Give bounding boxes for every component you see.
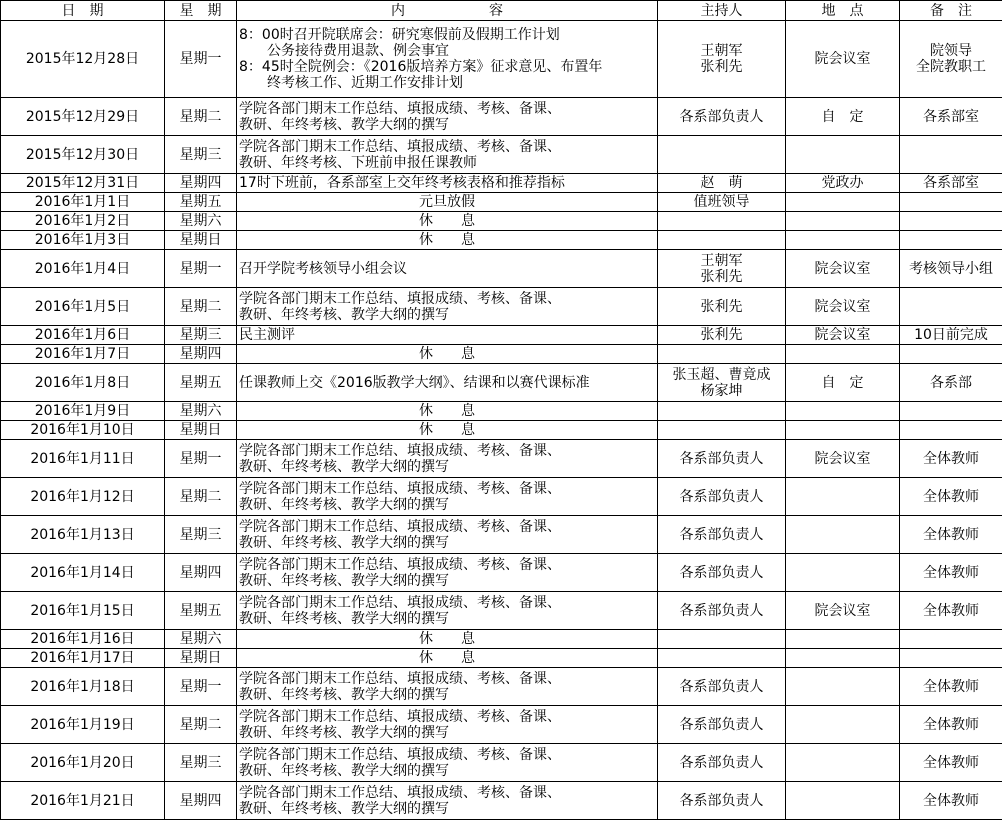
host-cell [658,516,786,554]
host-cell-line: 值班领导 [693,194,750,210]
date-cell: 2016年1月18日 [1,668,165,706]
host-cell [658,250,786,288]
weekday-cell: 星期四 [165,782,237,820]
content-cell [237,516,658,554]
content-cell-line: 休 息 [419,631,475,647]
content-cell [237,326,658,345]
content-cell [237,345,658,364]
host-cell-line: 张利先 [700,298,743,315]
content-cell-line: 学院各部门期末工作总结、填报成绩、考核、备课、 [239,138,561,155]
remark-cell-line: 各系部室 [923,108,979,125]
content-cell [237,782,658,820]
weekday-cell: 星期日 [165,231,237,250]
place-cell: 院会议室 [786,592,900,630]
date-cell: 2016年1月4日 [1,250,165,288]
remark-cell [900,364,1002,402]
content-cell-line: 教研、年终考核、教学大纲的撰写 [239,572,449,589]
schedule-row [1,21,1002,98]
schedule-row [1,364,1002,402]
place-cell [786,478,900,516]
remark-cell [900,440,1002,478]
host-cell [658,630,786,649]
remark-cell-line: 考核领导小组 [909,260,993,277]
schedule-row [1,421,1002,440]
content-cell [237,136,658,174]
place-cell [786,554,900,592]
host-cell-line: 各系部负责人 [679,716,764,733]
remark-cell-line: 各系部 [930,374,972,391]
header-content: 内 容 [237,1,658,21]
place-cell [786,402,900,421]
host-cell [658,136,786,174]
place-cell: 院会议室 [786,326,900,345]
header-remark: 备 注 [900,1,1002,21]
place-cell [786,193,900,212]
host-cell-line: 各系部负责人 [679,564,764,581]
host-cell [658,288,786,326]
weekday-cell: 星期二 [165,288,237,326]
schedule-row [1,478,1002,516]
content-cell-line: 教研、年终考核、下班前申报任课教师 [239,154,477,171]
remark-cell-line: 全体教师 [923,716,979,733]
content-cell-line: 休 息 [419,650,475,666]
content-cell-line: 终考核工作、近期工作安排计划 [239,75,463,91]
host-cell-line: 张利先 [700,59,743,75]
content-cell [237,174,658,193]
content-cell-line: 学院各部门期末工作总结、填报成绩、考核、备课、 [239,746,561,763]
content-cell [237,421,658,440]
content-cell [237,554,658,592]
date-cell: 2016年1月2日 [1,212,165,231]
remark-cell-line: 全体教师 [923,450,979,467]
host-cell-line: 各系部负责人 [679,450,764,467]
content-cell-line: 学院各部门期末工作总结、填报成绩、考核、备课、 [239,784,561,801]
date-cell: 2015年12月31日 [1,174,165,193]
remark-cell [900,668,1002,706]
place-cell: 党政办 [786,174,900,193]
content-cell [237,592,658,630]
content-cell-line: 教研、年终考核、教学大纲的撰写 [239,686,449,703]
place-cell [786,345,900,364]
place-cell [786,421,900,440]
place-cell: 自 定 [786,98,900,136]
content-cell-line: 学院各部门期末工作总结、填报成绩、考核、备课、 [239,556,561,573]
date-cell: 2016年1月1日 [1,193,165,212]
host-cell-line: 王朝军 [700,43,743,59]
host-cell [658,98,786,136]
place-cell [786,516,900,554]
remark-cell [900,136,1002,174]
place-cell [786,212,900,231]
host-cell [658,231,786,250]
place-cell [786,668,900,706]
host-cell [658,440,786,478]
content-cell-line: 公务接待费用退款、例会事宜 [239,43,449,59]
date-cell: 2016年1月10日 [1,421,165,440]
remark-cell-line: 院领导 [930,43,972,59]
content-cell-line: 学院各部门期末工作总结、填报成绩、考核、备课、 [239,594,561,611]
weekday-cell: 星期四 [165,174,237,193]
host-cell-line: 各系部负责人 [679,108,764,125]
remark-cell-line: 全院教职工 [916,59,986,75]
remark-cell [900,630,1002,649]
content-cell-line: 元旦放假 [419,194,475,210]
host-cell [658,326,786,345]
weekday-cell: 星期三 [165,136,237,174]
remark-cell [900,421,1002,440]
content-cell-line: 教研、年终考核、教学大纲的撰写 [239,496,449,513]
content-cell [237,630,658,649]
place-cell [786,136,900,174]
schedule-row [1,174,1002,193]
content-cell-line: 休 息 [419,403,475,419]
schedule-row [1,326,1002,345]
content-cell [237,364,658,402]
place-cell [786,649,900,668]
date-cell: 2016年1月12日 [1,478,165,516]
host-cell [658,478,786,516]
weekday-cell: 星期三 [165,516,237,554]
remark-cell [900,782,1002,820]
remark-cell [900,478,1002,516]
host-cell-line: 杨家坤 [700,382,743,399]
host-cell-line: 各系部负责人 [679,792,764,809]
remark-cell [900,193,1002,212]
weekday-cell: 星期日 [165,649,237,668]
place-cell [786,744,900,782]
content-cell-line: 17时下班前，各系部室上交年终考核表格和推荐指标 [239,175,565,191]
host-cell [658,212,786,231]
host-cell [658,649,786,668]
weekday-cell: 星期五 [165,364,237,402]
place-cell: 自 定 [786,364,900,402]
remark-cell [900,744,1002,782]
remark-cell [900,554,1002,592]
host-cell [658,421,786,440]
host-cell-line: 张利先 [700,268,743,285]
content-cell [237,288,658,326]
weekday-cell: 星期四 [165,554,237,592]
weekday-cell: 星期六 [165,212,237,231]
content-cell [237,98,658,136]
place-cell: 院会议室 [786,440,900,478]
host-cell [658,174,786,193]
host-cell [658,21,786,98]
weekday-cell: 星期六 [165,630,237,649]
host-cell [658,554,786,592]
content-cell [237,706,658,744]
weekday-cell: 星期二 [165,706,237,744]
content-cell-line: 休 息 [419,422,475,438]
date-cell: 2015年12月28日 [1,21,165,98]
content-cell-line: 召开学院考核领导小组会议 [239,260,407,277]
schedule-row [1,231,1002,250]
content-cell [237,478,658,516]
remark-cell [900,212,1002,231]
date-cell: 2015年12月30日 [1,136,165,174]
remark-cell [900,98,1002,136]
remark-cell-line: 全体教师 [923,564,979,581]
weekday-cell: 星期四 [165,345,237,364]
date-cell: 2016年1月8日 [1,364,165,402]
content-cell-line: 教研、年终考核、教学大纲的撰写 [239,800,449,817]
content-cell-line: 教研、年终考核、教学大纲的撰写 [239,306,449,323]
place-cell: 院会议室 [786,250,900,288]
remark-cell [900,402,1002,421]
place-cell [786,630,900,649]
content-cell-line: 休 息 [419,232,475,248]
weekday-cell: 星期一 [165,250,237,288]
date-cell: 2016年1月7日 [1,345,165,364]
schedule-row [1,345,1002,364]
host-cell [658,402,786,421]
content-cell-line: 学院各部门期末工作总结、填报成绩、考核、备课、 [239,100,561,117]
schedule-body [1,21,1002,820]
content-cell [237,668,658,706]
content-cell-line: 学院各部门期末工作总结、填报成绩、考核、备课、 [239,670,561,687]
schedule-row [1,288,1002,326]
schedule-row [1,649,1002,668]
host-cell-line: 各系部负责人 [679,678,764,695]
schedule-row [1,706,1002,744]
schedule-row [1,782,1002,820]
date-cell: 2016年1月14日 [1,554,165,592]
remark-cell [900,649,1002,668]
date-cell: 2016年1月17日 [1,649,165,668]
header-row [1,1,1002,21]
host-cell [658,345,786,364]
schedule-row [1,630,1002,649]
date-cell: 2016年1月5日 [1,288,165,326]
content-cell-line: 教研、年终考核、教学大纲的撰写 [239,724,449,741]
header-place: 地 点 [786,1,900,21]
host-cell [658,782,786,820]
content-cell-line: 民主测评 [239,327,295,343]
date-cell: 2016年1月9日 [1,402,165,421]
remark-cell-line: 10日前完成 [914,327,988,343]
host-cell [658,364,786,402]
host-cell [658,744,786,782]
content-cell-line: 休 息 [419,213,475,229]
schedule-row [1,744,1002,782]
content-cell [237,744,658,782]
content-cell [237,649,658,668]
schedule-row [1,516,1002,554]
weekday-cell: 星期二 [165,478,237,516]
date-cell: 2016年1月20日 [1,744,165,782]
content-cell-line: 学院各部门期末工作总结、填报成绩、考核、备课、 [239,480,561,497]
host-cell-line: 各系部负责人 [679,526,764,543]
remark-cell [900,21,1002,98]
header-date: 日 期 [1,1,165,21]
content-cell [237,212,658,231]
content-cell [237,402,658,421]
remark-cell-line: 全体教师 [923,678,979,695]
content-cell-line: 教研、年终考核、教学大纲的撰写 [239,458,449,475]
weekday-cell: 星期三 [165,326,237,345]
host-cell-line: 赵 萌 [700,175,743,191]
remark-cell [900,592,1002,630]
content-cell-line: 教研、年终考核、教学大纲的撰写 [239,610,449,627]
schedule-row [1,212,1002,231]
schedule-row [1,402,1002,421]
content-cell [237,231,658,250]
content-cell [237,250,658,288]
date-cell: 2016年1月19日 [1,706,165,744]
content-cell-line: 教研、年终考核、教学大纲的撰写 [239,116,449,133]
weekday-cell: 星期二 [165,98,237,136]
host-cell-line: 王朝军 [700,252,743,269]
content-cell-line: 任课教师上交《2016版教学大纲》、结课和以赛代课标准 [239,374,590,391]
place-cell [786,706,900,744]
content-cell-line: 8：00时召开院联席会：研究寒假前及假期工作计划 [239,27,560,43]
content-cell [237,21,658,98]
date-cell: 2016年1月3日 [1,231,165,250]
content-cell-line: 学院各部门期末工作总结、填报成绩、考核、备课、 [239,708,561,725]
host-cell [658,193,786,212]
schedule-row [1,554,1002,592]
weekday-cell: 星期一 [165,440,237,478]
schedule-row [1,98,1002,136]
content-cell-line: 教研、年终考核、教学大纲的撰写 [239,534,449,551]
host-cell-line: 各系部负责人 [679,754,764,771]
schedule-row [1,592,1002,630]
date-cell: 2016年1月11日 [1,440,165,478]
date-cell: 2016年1月16日 [1,630,165,649]
remark-cell-line: 各系部室 [923,175,979,191]
header-host: 主持人 [658,1,786,21]
remark-cell-line: 全体教师 [923,488,979,505]
weekday-cell: 星期六 [165,402,237,421]
host-cell-line: 张玉超、曹竟成 [672,366,771,383]
place-cell [786,231,900,250]
remark-cell-line: 全体教师 [923,602,979,619]
schedule-row [1,136,1002,174]
date-cell: 2016年1月13日 [1,516,165,554]
host-cell [658,668,786,706]
remark-cell-line: 全体教师 [923,526,979,543]
header-weekday: 星 期 [165,1,237,21]
host-cell-line: 各系部负责人 [679,602,764,619]
remark-cell [900,250,1002,288]
place-cell: 院会议室 [786,288,900,326]
schedule-row [1,440,1002,478]
remark-cell [900,516,1002,554]
place-cell [786,782,900,820]
content-cell [237,193,658,212]
remark-cell-line: 全体教师 [923,754,979,771]
content-cell-line: 学院各部门期末工作总结、填报成绩、考核、备课、 [239,290,561,307]
remark-cell [900,174,1002,193]
host-cell [658,592,786,630]
schedule-row [1,668,1002,706]
weekday-cell: 星期日 [165,421,237,440]
date-cell: 2016年1月6日 [1,326,165,345]
remark-cell [900,345,1002,364]
weekday-cell: 星期五 [165,193,237,212]
content-cell [237,440,658,478]
remark-cell [900,326,1002,345]
remark-cell [900,706,1002,744]
schedule-row [1,193,1002,212]
content-cell-line: 学院各部门期末工作总结、填报成绩、考核、备课、 [239,518,561,535]
content-cell-line: 8：45时全院例会：《2016版培养方案》征求意见、布置年 [239,59,603,75]
host-cell-line: 各系部负责人 [679,488,764,505]
schedule-row [1,250,1002,288]
date-cell: 2016年1月15日 [1,592,165,630]
host-cell [658,706,786,744]
weekday-cell: 星期三 [165,744,237,782]
date-cell: 2015年12月29日 [1,98,165,136]
content-cell-line: 教研、年终考核、教学大纲的撰写 [239,762,449,779]
remark-cell-line: 全体教师 [923,792,979,809]
content-cell-line: 休 息 [419,346,475,362]
remark-cell [900,231,1002,250]
date-cell: 2016年1月21日 [1,782,165,820]
host-cell-line: 张利先 [700,327,743,343]
weekday-cell: 星期一 [165,21,237,98]
content-cell-line: 学院各部门期末工作总结、填报成绩、考核、备课、 [239,442,561,459]
weekday-cell: 星期一 [165,668,237,706]
weekday-cell: 星期五 [165,592,237,630]
place-cell: 院会议室 [786,21,900,98]
remark-cell [900,288,1002,326]
